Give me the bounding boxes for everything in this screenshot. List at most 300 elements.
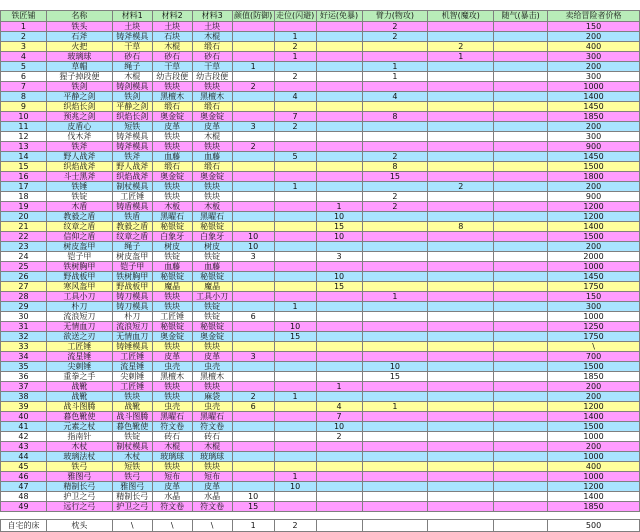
table-cell: 树皮 (152, 242, 192, 252)
table-cell (362, 302, 428, 312)
table-cell (274, 462, 316, 472)
table-cell: 铁锭 (192, 302, 232, 312)
table-cell (274, 232, 316, 242)
table-cell (362, 232, 428, 242)
table-cell: 木棍 (192, 132, 232, 142)
table-cell (316, 62, 362, 72)
table-cell (316, 52, 362, 62)
table-cell (494, 32, 548, 42)
table-cell (494, 412, 548, 422)
table-row (1, 312, 640, 322)
table-cell: 奥金锭 (192, 332, 232, 342)
table-cell: 3 (232, 352, 274, 362)
spacer-cell (428, 512, 494, 520)
column-header: 材料3 (192, 11, 232, 22)
table-cell (274, 292, 316, 302)
table-cell: 砖石 (192, 432, 232, 442)
table-cell: 玻璃法杖 (46, 452, 112, 462)
table-cell (274, 252, 316, 262)
table-cell: 护卫之弓 (112, 502, 152, 512)
table-cell (232, 462, 274, 472)
table-cell: 铁块 (152, 462, 192, 472)
table-row (1, 252, 640, 262)
table-cell (362, 222, 428, 232)
table-cell: 铁树胸甲 (112, 272, 152, 282)
table-row (1, 422, 640, 432)
table-cell: 水晶 (192, 492, 232, 502)
table-cell (232, 432, 274, 442)
table-cell: 土块 (152, 22, 192, 32)
table-cell (494, 42, 548, 52)
table-cell: 1 (274, 472, 316, 482)
table-cell: 铠子甲 (112, 262, 152, 272)
table-cell: 铁锭 (46, 192, 112, 202)
table-cell: 1400 (548, 92, 640, 102)
table-cell (232, 482, 274, 492)
table-cell (232, 132, 274, 142)
table-cell (494, 282, 548, 292)
table-cell: 27 (1, 282, 47, 292)
table-cell (428, 462, 494, 472)
table-cell: 10 (362, 362, 428, 372)
table-cell (232, 472, 274, 482)
table-cell (232, 332, 274, 342)
table-cell: 1400 (548, 222, 640, 232)
table-cell: 符文卷 (192, 422, 232, 432)
table-cell: 铁剑 (112, 92, 152, 102)
table-cell (494, 232, 548, 242)
table-cell: 流浪短刀 (46, 312, 112, 322)
table-cell (232, 112, 274, 122)
table-row (1, 172, 640, 182)
table-cell (428, 392, 494, 402)
table-cell: 1200 (548, 202, 640, 212)
table-cell: 精制长弓 (46, 482, 112, 492)
table-cell (316, 342, 362, 352)
table-cell: 奥金锭 (192, 112, 232, 122)
table-cell (494, 502, 548, 512)
table-cell (316, 122, 362, 132)
table-cell: 铁斧 (46, 142, 112, 152)
table-cell: 1500 (548, 362, 640, 372)
table-cell (274, 132, 316, 142)
table-cell: 野人战斧 (46, 152, 112, 162)
table-cell (362, 352, 428, 362)
table-cell: 铁块 (152, 292, 192, 302)
table-cell: 2 (428, 182, 494, 192)
table-row (1, 182, 640, 192)
table-cell (494, 82, 548, 92)
table-cell: 5 (1, 62, 47, 72)
table-cell: 铁块 (192, 192, 232, 202)
table-cell: 皮革 (192, 122, 232, 132)
table-cell: 木盾 (46, 202, 112, 212)
table-cell: 土块 (112, 22, 152, 32)
table-row (1, 282, 640, 292)
table-cell: 1 (362, 402, 428, 412)
table-cell: 铁块 (152, 382, 192, 392)
table-cell: 符文卷 (192, 502, 232, 512)
spacer-cell (46, 512, 112, 520)
table-cell: 铁锭 (192, 312, 232, 322)
table-row (1, 142, 640, 152)
table-cell (232, 272, 274, 282)
table-cell: 2 (362, 32, 428, 42)
table-cell (362, 422, 428, 432)
table-cell (494, 182, 548, 192)
table-cell (428, 322, 494, 332)
table-cell: 1500 (548, 162, 640, 172)
table-cell: 铁块 (192, 382, 232, 392)
table-cell: 铁斧 (112, 152, 152, 162)
table-cell: 砂石 (192, 52, 232, 62)
table-cell (274, 452, 316, 462)
table-cell: 9 (1, 102, 47, 112)
table-cell: 火把 (46, 42, 112, 52)
table-cell (232, 302, 274, 312)
table-cell: 缎石 (192, 162, 232, 172)
table-cell: 200 (548, 62, 640, 72)
table-cell: 石块 (152, 32, 192, 42)
table-cell (428, 422, 494, 432)
column-header: 铁匠铺 (1, 11, 47, 22)
table-cell (274, 402, 316, 412)
table-cell: 铁块 (192, 182, 232, 192)
table-row (1, 62, 640, 72)
table-cell (232, 292, 274, 302)
table-cell (274, 352, 316, 362)
table-cell (428, 72, 494, 82)
table-cell: 铁盾 (112, 212, 152, 222)
table-cell: 14 (1, 152, 47, 162)
table-cell (316, 242, 362, 252)
table-cell (494, 92, 548, 102)
table-cell: 铠子甲 (46, 252, 112, 262)
table-cell: 短铁 (112, 462, 152, 472)
table-cell (494, 172, 548, 182)
table-cell: 铁锭 (192, 252, 232, 262)
table-cell: 绳子 (112, 62, 152, 72)
table-cell (362, 82, 428, 92)
table-cell (316, 502, 362, 512)
table-cell: 10 (232, 232, 274, 242)
table-cell (274, 372, 316, 382)
table-cell: 7 (316, 412, 362, 422)
table-cell (428, 162, 494, 172)
table-cell: 1 (232, 62, 274, 72)
table-cell: 700 (548, 352, 640, 362)
table-cell: 制杖模具 (112, 442, 152, 452)
table-cell: 玻璃球 (46, 52, 112, 62)
table-cell (232, 212, 274, 222)
table-cell: 铸剑模具 (112, 82, 152, 92)
table-cell: 虫壳 (192, 402, 232, 412)
table-cell: 29 (1, 302, 47, 312)
table-cell: 教毅之盾 (46, 212, 112, 222)
header-row (1, 11, 640, 22)
table-cell: 铁弓 (46, 462, 112, 472)
table-cell (494, 332, 548, 342)
table-cell (428, 402, 494, 412)
table-cell (428, 262, 494, 272)
table-cell: 1000 (548, 472, 640, 482)
table-cell: 15 (1, 162, 47, 172)
table-cell: 31 (1, 322, 47, 332)
table-cell: 雅图弓 (46, 472, 112, 482)
table-cell (494, 162, 548, 172)
table-cell: 46 (1, 472, 47, 482)
table-cell (274, 382, 316, 392)
table-cell (232, 42, 274, 52)
table-cell (274, 62, 316, 72)
table-cell (428, 22, 494, 32)
table-cell: 木杖 (46, 442, 112, 452)
table-row (1, 242, 640, 252)
table-cell (362, 262, 428, 272)
table-cell (274, 412, 316, 422)
column-header: 随气(暴击) (494, 11, 548, 22)
table-cell: 皮盾心 (46, 122, 112, 132)
table-cell: 土块 (192, 22, 232, 32)
table-cell: 树皮盔甲 (112, 252, 152, 262)
table-cell: 干草 (192, 62, 232, 72)
table-cell (274, 162, 316, 172)
table-cell: 10 (274, 322, 316, 332)
table-cell (428, 272, 494, 282)
table-cell (494, 132, 548, 142)
column-header: 材料1 (112, 11, 152, 22)
table-cell: 8 (362, 162, 428, 172)
table-cell (428, 32, 494, 42)
table-cell: 15 (362, 372, 428, 382)
table-cell: 43 (1, 442, 47, 452)
column-header: 卖给冒险者价格 (548, 11, 640, 22)
table-cell: 缎石 (152, 162, 192, 172)
table-cell: 19 (1, 202, 47, 212)
table-cell (494, 152, 548, 162)
table-cell: 10 (316, 212, 362, 222)
table-cell: 13 (1, 142, 47, 152)
table-cell: \ (192, 520, 232, 532)
table-cell: 3 (232, 122, 274, 132)
table-cell (428, 242, 494, 252)
table-cell (362, 442, 428, 452)
table-cell (232, 152, 274, 162)
table-cell (362, 322, 428, 332)
table-cell: 战靴 (112, 402, 152, 412)
table-cell (494, 262, 548, 272)
table-cell (428, 282, 494, 292)
table-cell (316, 462, 362, 472)
table-cell (232, 422, 274, 432)
table-cell: 缎石 (192, 42, 232, 52)
table-cell (362, 392, 428, 402)
table-cell (316, 192, 362, 202)
table-cell (362, 182, 428, 192)
table-cell (494, 492, 548, 502)
table-cell: 铸斧模具 (112, 32, 152, 42)
table-cell (428, 352, 494, 362)
table-cell (494, 222, 548, 232)
table-cell: 1000 (548, 82, 640, 92)
table-cell: 木杖 (112, 452, 152, 462)
table-cell: 11 (1, 122, 47, 132)
table-cell: 2 (362, 202, 428, 212)
table-cell: 4 (1, 52, 47, 62)
table-cell: 2 (232, 82, 274, 92)
table-cell: 44 (1, 452, 47, 462)
table-row (1, 382, 640, 392)
table-cell: 400 (548, 462, 640, 472)
table-cell (428, 342, 494, 352)
table-cell (362, 432, 428, 442)
table-cell (274, 432, 316, 442)
table-cell: 1500 (548, 422, 640, 432)
table-cell: 秘银锭 (192, 222, 232, 232)
table-cell: 黑曜石 (192, 212, 232, 222)
table-cell (316, 372, 362, 382)
table-cell: 4 (316, 402, 362, 412)
table-cell (316, 42, 362, 52)
table-cell: 自宅的床 (1, 520, 47, 532)
table-cell (494, 52, 548, 62)
table-row (1, 152, 640, 162)
table-cell (428, 112, 494, 122)
table-cell: 15 (316, 282, 362, 292)
table-cell: 砂石 (152, 52, 192, 62)
table-cell: 工匠锤 (112, 382, 152, 392)
table-cell: 18 (1, 192, 47, 202)
table-cell: 6 (1, 72, 47, 82)
table-row (1, 32, 640, 42)
table-cell: 织焰战斧 (112, 172, 152, 182)
table-cell (274, 362, 316, 372)
table-cell: 1850 (548, 372, 640, 382)
table-cell (274, 22, 316, 32)
table-cell (362, 142, 428, 152)
table-cell: 1850 (548, 112, 640, 122)
table-cell: 1 (1, 22, 47, 32)
table-cell: 1 (362, 72, 428, 82)
table-cell (274, 312, 316, 322)
table-cell: 10 (316, 422, 362, 432)
table-cell: 枕头 (46, 520, 112, 532)
table-cell: 1200 (548, 212, 640, 222)
table-cell: 25 (1, 262, 47, 272)
table-cell: 短布 (192, 472, 232, 482)
table-row (1, 482, 640, 492)
table-row (1, 332, 640, 342)
table-cell (274, 142, 316, 152)
table-cell (232, 162, 274, 172)
table-cell (316, 442, 362, 452)
table-cell (428, 122, 494, 132)
table-row (1, 272, 640, 282)
table-cell (494, 242, 548, 252)
table-cell: 短铁 (112, 122, 152, 132)
table-cell: 血藤 (192, 152, 232, 162)
table-row (1, 122, 640, 132)
table-cell: 1 (274, 392, 316, 402)
table-cell: 1800 (548, 172, 640, 182)
column-header: 机智(魔攻) (428, 11, 494, 22)
table-cell: 虫壳 (152, 402, 192, 412)
table-cell: 幼吉段便 (152, 72, 192, 82)
spacer-cell (362, 512, 428, 520)
table-cell: 工具小刀 (46, 292, 112, 302)
table-cell: 900 (548, 192, 640, 202)
table-cell: 麻袋 (192, 392, 232, 402)
table-cell: 制杖模具 (112, 182, 152, 192)
table-cell: 200 (548, 382, 640, 392)
table-cell: 1000 (548, 262, 640, 272)
table-row (1, 102, 640, 112)
table-cell: 铸锤模具 (112, 342, 152, 352)
table-cell: 200 (548, 392, 640, 402)
table-cell: 2 (428, 42, 494, 52)
table-cell: 树皮 (192, 242, 232, 252)
table-cell (428, 82, 494, 92)
spacer-row (1, 512, 640, 520)
table-cell: 铁块 (192, 82, 232, 92)
table-row (1, 52, 640, 62)
table-cell: 秘银锭 (152, 322, 192, 332)
table-cell: 铁块 (152, 132, 192, 142)
table-cell: 1 (362, 62, 428, 72)
table-cell: 200 (548, 32, 640, 42)
table-cell (494, 302, 548, 312)
table-cell: 黑檀木 (152, 92, 192, 102)
table-cell (494, 272, 548, 282)
table-cell: 缎石 (152, 102, 192, 112)
table-cell (316, 102, 362, 112)
table-cell: 34 (1, 352, 47, 362)
table-cell (494, 72, 548, 82)
table-cell (316, 392, 362, 402)
table-cell: 木棍 (152, 42, 192, 52)
table-cell: 木板 (152, 202, 192, 212)
table-cell (494, 462, 548, 472)
table-cell (494, 452, 548, 462)
table-cell (232, 202, 274, 212)
table-cell: 38 (1, 392, 47, 402)
table-row (1, 402, 640, 412)
table-row (1, 212, 640, 222)
table-cell: 白象牙 (152, 232, 192, 242)
table-cell: 铁锤 (46, 182, 112, 192)
table-cell: 战斗图腾 (46, 402, 112, 412)
table-cell: 4 (362, 92, 428, 102)
table-cell: 铸盾模具 (112, 202, 152, 212)
table-cell (232, 102, 274, 112)
table-cell: 1 (274, 302, 316, 312)
table-cell: 护卫之弓 (46, 492, 112, 502)
table-cell (362, 42, 428, 52)
table-cell: 2 (362, 22, 428, 32)
table-cell (232, 32, 274, 42)
table-cell (428, 502, 494, 512)
table-cell (428, 232, 494, 242)
table-cell: 1500 (548, 232, 640, 242)
table-cell: 5 (274, 152, 316, 162)
table-cell: 1 (316, 202, 362, 212)
table-cell: 血藤 (192, 262, 232, 272)
table-cell (232, 342, 274, 352)
table-cell: 暮色靴使 (46, 412, 112, 422)
spacer-cell (112, 512, 152, 520)
table-row (1, 82, 640, 92)
table-row (1, 472, 640, 482)
